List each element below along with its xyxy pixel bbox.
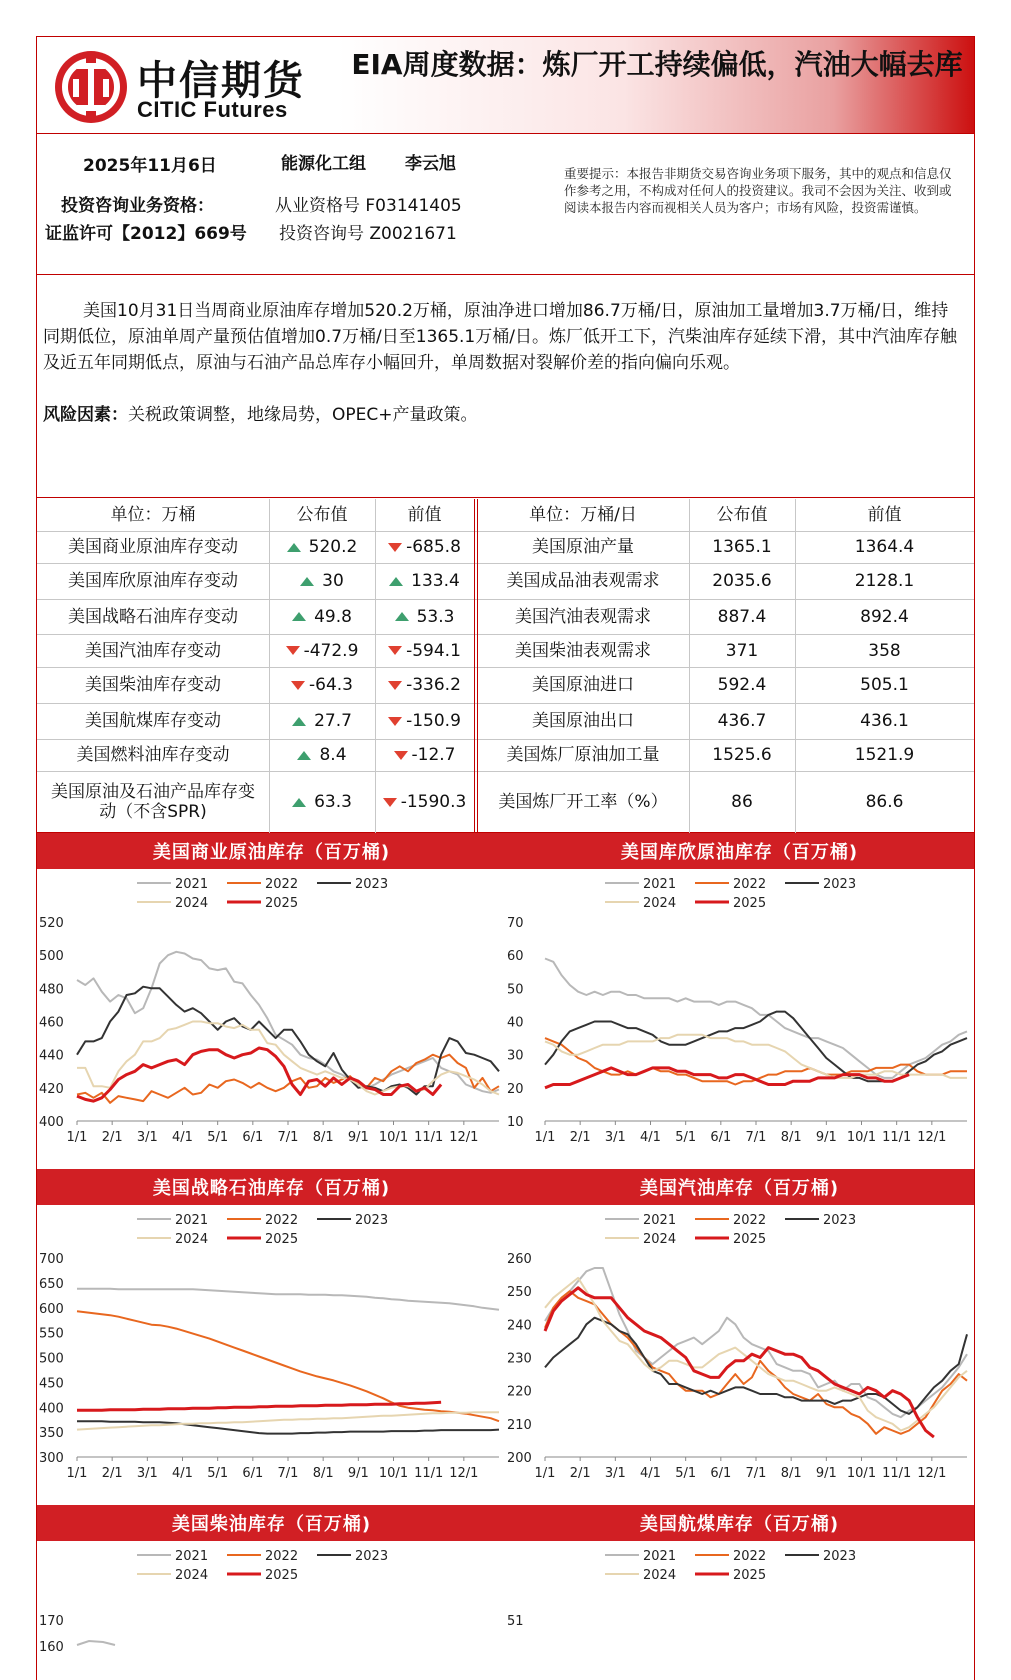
- legend-label: 2023: [823, 1213, 857, 1228]
- x-tick-label: 3/1: [604, 1130, 626, 1145]
- row-label: 美国库欣原油库存变动: [68, 571, 238, 591]
- row-prev: 2128.1: [854, 571, 915, 591]
- x-tick-label: 10/1: [378, 1130, 409, 1145]
- cert-number: 从业资格号 F03141405: [275, 196, 462, 216]
- row-label: 美国成品油表观需求: [506, 571, 660, 591]
- disclaimer-notice: 重要提示：本报告非期货交易咨询业务项下服务，其中的观点和信息仅作参考之用，不构成对任何人的投资建议。我司不会因为关注、收到或阅读本报告内容而视相关人员为客户；市场有风险，投资需谨慎。: [564, 166, 952, 215]
- value-wrap: [291, 675, 353, 695]
- triangle-down-icon: [291, 681, 305, 690]
- x-tick-label: 7/1: [277, 1130, 299, 1145]
- row-label: 美国炼厂开工率（%）: [498, 792, 668, 812]
- row-prev: [375, 703, 474, 739]
- table-header: 单位：万桶: [110, 505, 196, 525]
- row-prev: [375, 739, 474, 771]
- brand-chinese: 中信期货: [137, 58, 305, 104]
- triangle-up-icon: [300, 577, 314, 586]
- row-prev: 892.4: [860, 606, 909, 627]
- y-tick-label: 200: [507, 1451, 532, 1466]
- row-prev: [375, 634, 474, 667]
- x-tick-label: 2/1: [101, 1466, 123, 1481]
- chart-svg: [505, 869, 974, 1169]
- x-tick-label: 2/1: [101, 1130, 123, 1145]
- table-header: 公布值: [296, 505, 348, 525]
- y-tick-label: 650: [39, 1276, 64, 1292]
- row-prev: [375, 531, 474, 563]
- x-tick-label: 2/1: [569, 1466, 591, 1481]
- y-tick-label: 240: [507, 1318, 532, 1334]
- x-tick-label: 2/1: [569, 1130, 591, 1145]
- x-tick-label: 1/1: [66, 1466, 88, 1481]
- chart-title: 美国汽油库存（百万桶): [505, 1169, 974, 1205]
- row-value: 436.7: [717, 711, 767, 731]
- research-group: 能源化工组: [281, 154, 366, 174]
- row-value: 592.4: [717, 675, 767, 695]
- row-prev: [375, 771, 474, 833]
- risk-factors: [43, 402, 962, 428]
- row-label: 美国柴油库存变动: [85, 675, 221, 695]
- legend-label: 2025: [265, 1232, 299, 1247]
- value-text: 53.3: [416, 606, 455, 627]
- consult-number: 投资咨询号 Z0021671: [279, 224, 457, 244]
- value-text: -1590.3: [400, 792, 467, 812]
- series-line-2025: [545, 1288, 934, 1437]
- x-tick-label: 7/1: [745, 1466, 767, 1481]
- triangle-up-icon: [292, 717, 306, 726]
- value-wrap: [388, 641, 461, 661]
- chart-svg: [37, 1541, 506, 1680]
- value-text: -12.7: [411, 745, 456, 765]
- row-label: 美国原油进口: [532, 675, 634, 695]
- series-line-2022: [77, 1311, 499, 1421]
- chart-jet-fuel: [505, 1505, 974, 1680]
- row-value: [269, 739, 375, 771]
- row-value: [269, 563, 375, 599]
- x-tick-label: 6/1: [242, 1130, 264, 1145]
- row-value: 1525.6: [712, 745, 772, 765]
- x-tick-label: 3/1: [136, 1130, 158, 1145]
- x-tick-label: 1/1: [534, 1466, 556, 1481]
- x-tick-label: 11/1: [414, 1130, 444, 1145]
- value-text: 63.3: [314, 792, 352, 812]
- y-tick-label: 50: [507, 982, 524, 998]
- value-wrap: [292, 792, 352, 812]
- row-prev: 86.6: [865, 792, 904, 812]
- value-text: -64.3: [309, 675, 353, 695]
- legend-label: 2021: [175, 1213, 209, 1228]
- x-tick-label: 10/1: [846, 1466, 877, 1481]
- summary-text: 美国10月31日当周商业原油库存增加520.2万桶，原油净进口增加86.7万桶/日，原油加工量增加3.7万桶/日，维持同期低位，原油单周产量预估值增加0.7万桶/日至1365.1万桶/日。炼厂低开工下，汽柴油库存延续下滑，其中汽油库存触及近五年同期低点，原油与石油产品总库存小幅回升，单周数据对裂解价差的指向偏向乐观。: [43, 301, 957, 373]
- legend-label: 2023: [355, 1549, 389, 1564]
- value-wrap: [394, 745, 456, 765]
- row-label: 美国汽油表观需求: [515, 606, 651, 627]
- triangle-up-icon: [395, 612, 409, 621]
- x-tick-label: 9/1: [815, 1130, 837, 1145]
- x-tick-label: 12/1: [449, 1466, 479, 1481]
- series-line-2021: [545, 959, 967, 1078]
- legend-label: 2025: [265, 896, 299, 911]
- row-label: 美国原油出口: [532, 711, 634, 731]
- row-prev: 436.1: [860, 711, 909, 731]
- qualification-label: 投资咨询业务资格：: [61, 196, 214, 216]
- y-tick-label: 450: [39, 1376, 64, 1392]
- series-line-2023: [77, 1421, 499, 1433]
- report-title: EIA周度数据：炼厂开工持续偏低，汽油大幅去库: [351, 48, 963, 81]
- row-value: [269, 667, 375, 703]
- row-value: [269, 771, 375, 833]
- y-tick-label: 440: [39, 1048, 64, 1064]
- x-tick-label: 8/1: [312, 1130, 334, 1145]
- risk-text: 关税政策调整，地缘局势，OPEC+产量政策。: [128, 405, 478, 425]
- y-tick-label: 400: [39, 1401, 64, 1417]
- value-text: 520.2: [308, 537, 358, 557]
- x-tick-label: 1/1: [66, 1130, 88, 1145]
- y-tick-label: 230: [507, 1351, 532, 1367]
- legend-label: 2024: [175, 1232, 209, 1247]
- value-wrap: [389, 571, 460, 591]
- value-wrap: [388, 711, 461, 731]
- value-text: -685.8: [406, 537, 461, 557]
- legend-label: 2021: [643, 877, 677, 892]
- value-text: 30: [322, 571, 344, 591]
- table-header: 公布值: [716, 505, 768, 525]
- x-tick-label: 8/1: [780, 1130, 802, 1145]
- triangle-down-icon: [388, 681, 402, 690]
- legend-label: 2023: [355, 877, 389, 892]
- value-text: 8.4: [319, 745, 347, 765]
- legend-label: 2021: [643, 1549, 677, 1564]
- y-tick-label: 500: [39, 1351, 64, 1367]
- legend-label: 2022: [265, 1213, 299, 1228]
- triangle-up-icon: [389, 577, 403, 586]
- triangle-down-icon: [286, 646, 300, 655]
- legend-label: 2023: [355, 1213, 389, 1228]
- legend-label: 2023: [823, 1549, 857, 1564]
- chart-svg: [505, 1541, 974, 1680]
- chart-commercial-crude: [37, 833, 506, 1169]
- col-divider: [474, 499, 475, 833]
- row-value: 1365.1: [712, 537, 772, 557]
- x-tick-label: 3/1: [136, 1466, 158, 1481]
- series-line-2023: [545, 1318, 967, 1414]
- chart-title: 美国柴油库存（百万桶): [37, 1505, 506, 1541]
- table-header: 单位：万桶/日: [529, 505, 637, 525]
- legend-label: 2022: [733, 1549, 767, 1564]
- chart-svg: [37, 1205, 506, 1505]
- value-text: 27.7: [314, 711, 352, 731]
- y-tick-label: 600: [39, 1301, 64, 1317]
- row-label: 美国炼厂原油加工量: [506, 745, 660, 765]
- value-text: -594.1: [406, 640, 461, 661]
- y-tick-label: 300: [39, 1451, 64, 1466]
- y-tick-label: 70: [507, 916, 524, 931]
- brand-english: CITIC Futures: [137, 97, 288, 122]
- triangle-down-icon: [388, 543, 402, 552]
- report-info: [37, 135, 974, 275]
- x-tick-label: 7/1: [277, 1466, 299, 1481]
- chart-title: 美国航煤库存（百万桶): [505, 1505, 974, 1541]
- report-frame: [36, 36, 975, 1680]
- triangle-up-icon: [292, 798, 306, 807]
- row-value: [269, 599, 375, 634]
- x-tick-label: 12/1: [917, 1466, 947, 1481]
- y-tick-label: 700: [39, 1252, 64, 1267]
- chart-diesel: [37, 1505, 506, 1680]
- chart-cushing-crude: [505, 833, 974, 1169]
- legend-label: 2024: [643, 896, 677, 911]
- row-prev: 1364.4: [854, 537, 915, 557]
- value-wrap: [287, 537, 358, 557]
- x-tick-label: 8/1: [780, 1466, 802, 1481]
- value-wrap: [292, 607, 352, 627]
- x-tick-label: 8/1: [312, 1466, 334, 1481]
- value-wrap: [395, 607, 455, 627]
- value-wrap: [388, 537, 461, 557]
- y-tick-label: 60: [507, 949, 524, 965]
- y-tick-label: 260: [507, 1252, 532, 1267]
- row-value: [269, 634, 375, 667]
- triangle-down-icon: [383, 798, 397, 807]
- y-tick-label: 480: [39, 982, 64, 998]
- x-tick-label: 12/1: [449, 1130, 479, 1145]
- y-tick-label: 460: [39, 1015, 64, 1031]
- chart-title: 美国商业原油库存（百万桶): [37, 833, 506, 869]
- legend-label: 2021: [175, 877, 209, 892]
- row-value: [269, 703, 375, 739]
- x-tick-label: 10/1: [378, 1466, 409, 1481]
- x-tick-label: 5/1: [675, 1130, 697, 1145]
- row-label: 美国原油产量: [532, 537, 634, 557]
- triangle-up-icon: [297, 751, 311, 760]
- x-tick-label: 6/1: [710, 1130, 732, 1145]
- y-tick-label: 160: [39, 1640, 64, 1655]
- risk-label: 风险因素：: [43, 405, 128, 425]
- series-line-2024: [545, 1035, 967, 1078]
- triangle-up-icon: [287, 543, 301, 552]
- chart-svg: [37, 869, 506, 1169]
- series-line-2024: [77, 1412, 499, 1429]
- row-value: 371: [725, 640, 759, 661]
- y-tick-label: 400: [39, 1115, 64, 1130]
- legend-label: 2025: [733, 1568, 767, 1583]
- chart-svg: [505, 1205, 974, 1505]
- legend-label: 2024: [643, 1568, 677, 1583]
- y-tick-label: 220: [507, 1384, 532, 1400]
- row-label: 美国汽油库存变动: [85, 640, 221, 661]
- series-line-2023: [545, 1012, 967, 1082]
- legend-label: 2022: [265, 877, 299, 892]
- chart-title: 美国战略石油库存（百万桶): [37, 1169, 506, 1205]
- triangle-down-icon: [394, 751, 408, 760]
- legend-label: 2022: [733, 877, 767, 892]
- report-header: [37, 37, 974, 134]
- y-tick-label: 420: [39, 1081, 64, 1097]
- triangle-up-icon: [292, 612, 306, 621]
- series-line-2021: [77, 1289, 499, 1310]
- legend-label: 2025: [265, 1568, 299, 1583]
- value-wrap: [388, 675, 461, 695]
- row-prev: 358: [868, 640, 901, 661]
- legend-label: 2023: [823, 877, 857, 892]
- legend-label: 2025: [733, 1232, 767, 1247]
- chart-spr: [37, 1169, 506, 1505]
- y-tick-label: 500: [39, 949, 64, 965]
- x-tick-label: 5/1: [675, 1466, 697, 1481]
- x-tick-label: 4/1: [640, 1130, 661, 1145]
- y-tick-label: 20: [507, 1081, 524, 1097]
- x-tick-label: 11/1: [882, 1466, 912, 1481]
- row-prev: [375, 563, 474, 599]
- x-tick-label: 12/1: [917, 1130, 947, 1145]
- x-tick-label: 4/1: [172, 1130, 193, 1145]
- y-tick-label: 51: [507, 1614, 524, 1629]
- report-date: 2025年11月6日: [83, 156, 217, 176]
- row-label: 美国柴油表观需求: [515, 640, 651, 661]
- legend-label: 2025: [733, 896, 767, 911]
- row-label: 美国航煤库存变动: [85, 711, 221, 731]
- x-tick-label: 6/1: [242, 1466, 264, 1481]
- x-tick-label: 1/1: [534, 1130, 556, 1145]
- x-tick-label: 11/1: [414, 1466, 444, 1481]
- value-text: 49.8: [314, 606, 352, 627]
- series-line-2024: [545, 1278, 967, 1431]
- license-number: 证监许可【2012】669号: [45, 224, 247, 244]
- x-tick-label: 7/1: [745, 1130, 767, 1145]
- x-tick-label: 4/1: [172, 1466, 193, 1481]
- x-tick-label: 5/1: [207, 1130, 229, 1145]
- table-header: 前值: [407, 505, 442, 525]
- value-wrap: [297, 745, 346, 765]
- series-line-2021: [77, 1641, 115, 1645]
- x-tick-label: 3/1: [604, 1466, 626, 1481]
- legend-label: 2024: [175, 896, 209, 911]
- value-wrap: [300, 571, 344, 591]
- triangle-down-icon: [388, 717, 402, 726]
- y-tick-label: 250: [507, 1285, 532, 1301]
- x-tick-label: 5/1: [207, 1466, 229, 1481]
- row-value: 2035.6: [712, 571, 772, 591]
- value-text: -472.9: [303, 640, 359, 661]
- legend-label: 2021: [175, 1549, 209, 1564]
- series-line-2025: [77, 1402, 441, 1410]
- y-tick-label: 210: [507, 1417, 532, 1433]
- legend-label: 2022: [265, 1549, 299, 1564]
- legend-label: 2021: [643, 1213, 677, 1228]
- chart-gasoline: [505, 1169, 974, 1505]
- x-tick-label: 11/1: [882, 1130, 912, 1145]
- summary-section: [37, 276, 974, 498]
- triangle-down-icon: [388, 646, 402, 655]
- value-wrap: [292, 711, 352, 731]
- value-text: -150.9: [406, 711, 461, 731]
- row-prev: [375, 667, 474, 703]
- value-text: -336.2: [406, 675, 461, 695]
- y-tick-label: 520: [39, 916, 64, 931]
- series-line-2025: [77, 1048, 441, 1101]
- y-tick-label: 550: [39, 1326, 64, 1342]
- value-wrap: [383, 792, 467, 812]
- y-tick-label: 10: [507, 1115, 524, 1130]
- y-tick-label: 170: [39, 1614, 64, 1629]
- row-prev: 1521.9: [854, 745, 915, 765]
- row-value: [269, 531, 375, 563]
- chart-title: 美国库欣原油库存（百万桶): [505, 833, 974, 869]
- x-tick-label: 4/1: [640, 1466, 661, 1481]
- row-prev: 505.1: [860, 675, 909, 695]
- legend-label: 2022: [733, 1213, 767, 1228]
- data-table: [37, 499, 974, 833]
- value-wrap: [286, 641, 359, 661]
- author-name: 李云旭: [405, 154, 456, 174]
- row-prev: [375, 599, 474, 634]
- row-label: 美国战略石油库存变动: [68, 606, 238, 627]
- x-tick-label: 9/1: [347, 1466, 369, 1481]
- row-label: 美国原油及石油产品库存变动（不含SPR): [51, 782, 255, 822]
- row-value: 887.4: [717, 606, 767, 627]
- row-label: 美国燃料油库存变动: [76, 745, 230, 765]
- legend-label: 2024: [175, 1568, 209, 1583]
- citic-logo-icon: [53, 49, 129, 125]
- row-label: 美国商业原油库存变动: [68, 537, 238, 557]
- y-tick-label: 40: [507, 1015, 524, 1031]
- value-text: 133.4: [411, 571, 460, 591]
- x-tick-label: 9/1: [347, 1130, 369, 1145]
- y-tick-label: 30: [507, 1048, 524, 1064]
- legend-label: 2024: [643, 1232, 677, 1247]
- x-tick-label: 9/1: [815, 1466, 837, 1481]
- table-header: 前值: [867, 505, 902, 525]
- y-tick-label: 350: [39, 1426, 64, 1442]
- row-value: 86: [731, 792, 753, 812]
- x-tick-label: 10/1: [846, 1130, 877, 1145]
- x-tick-label: 6/1: [710, 1466, 732, 1481]
